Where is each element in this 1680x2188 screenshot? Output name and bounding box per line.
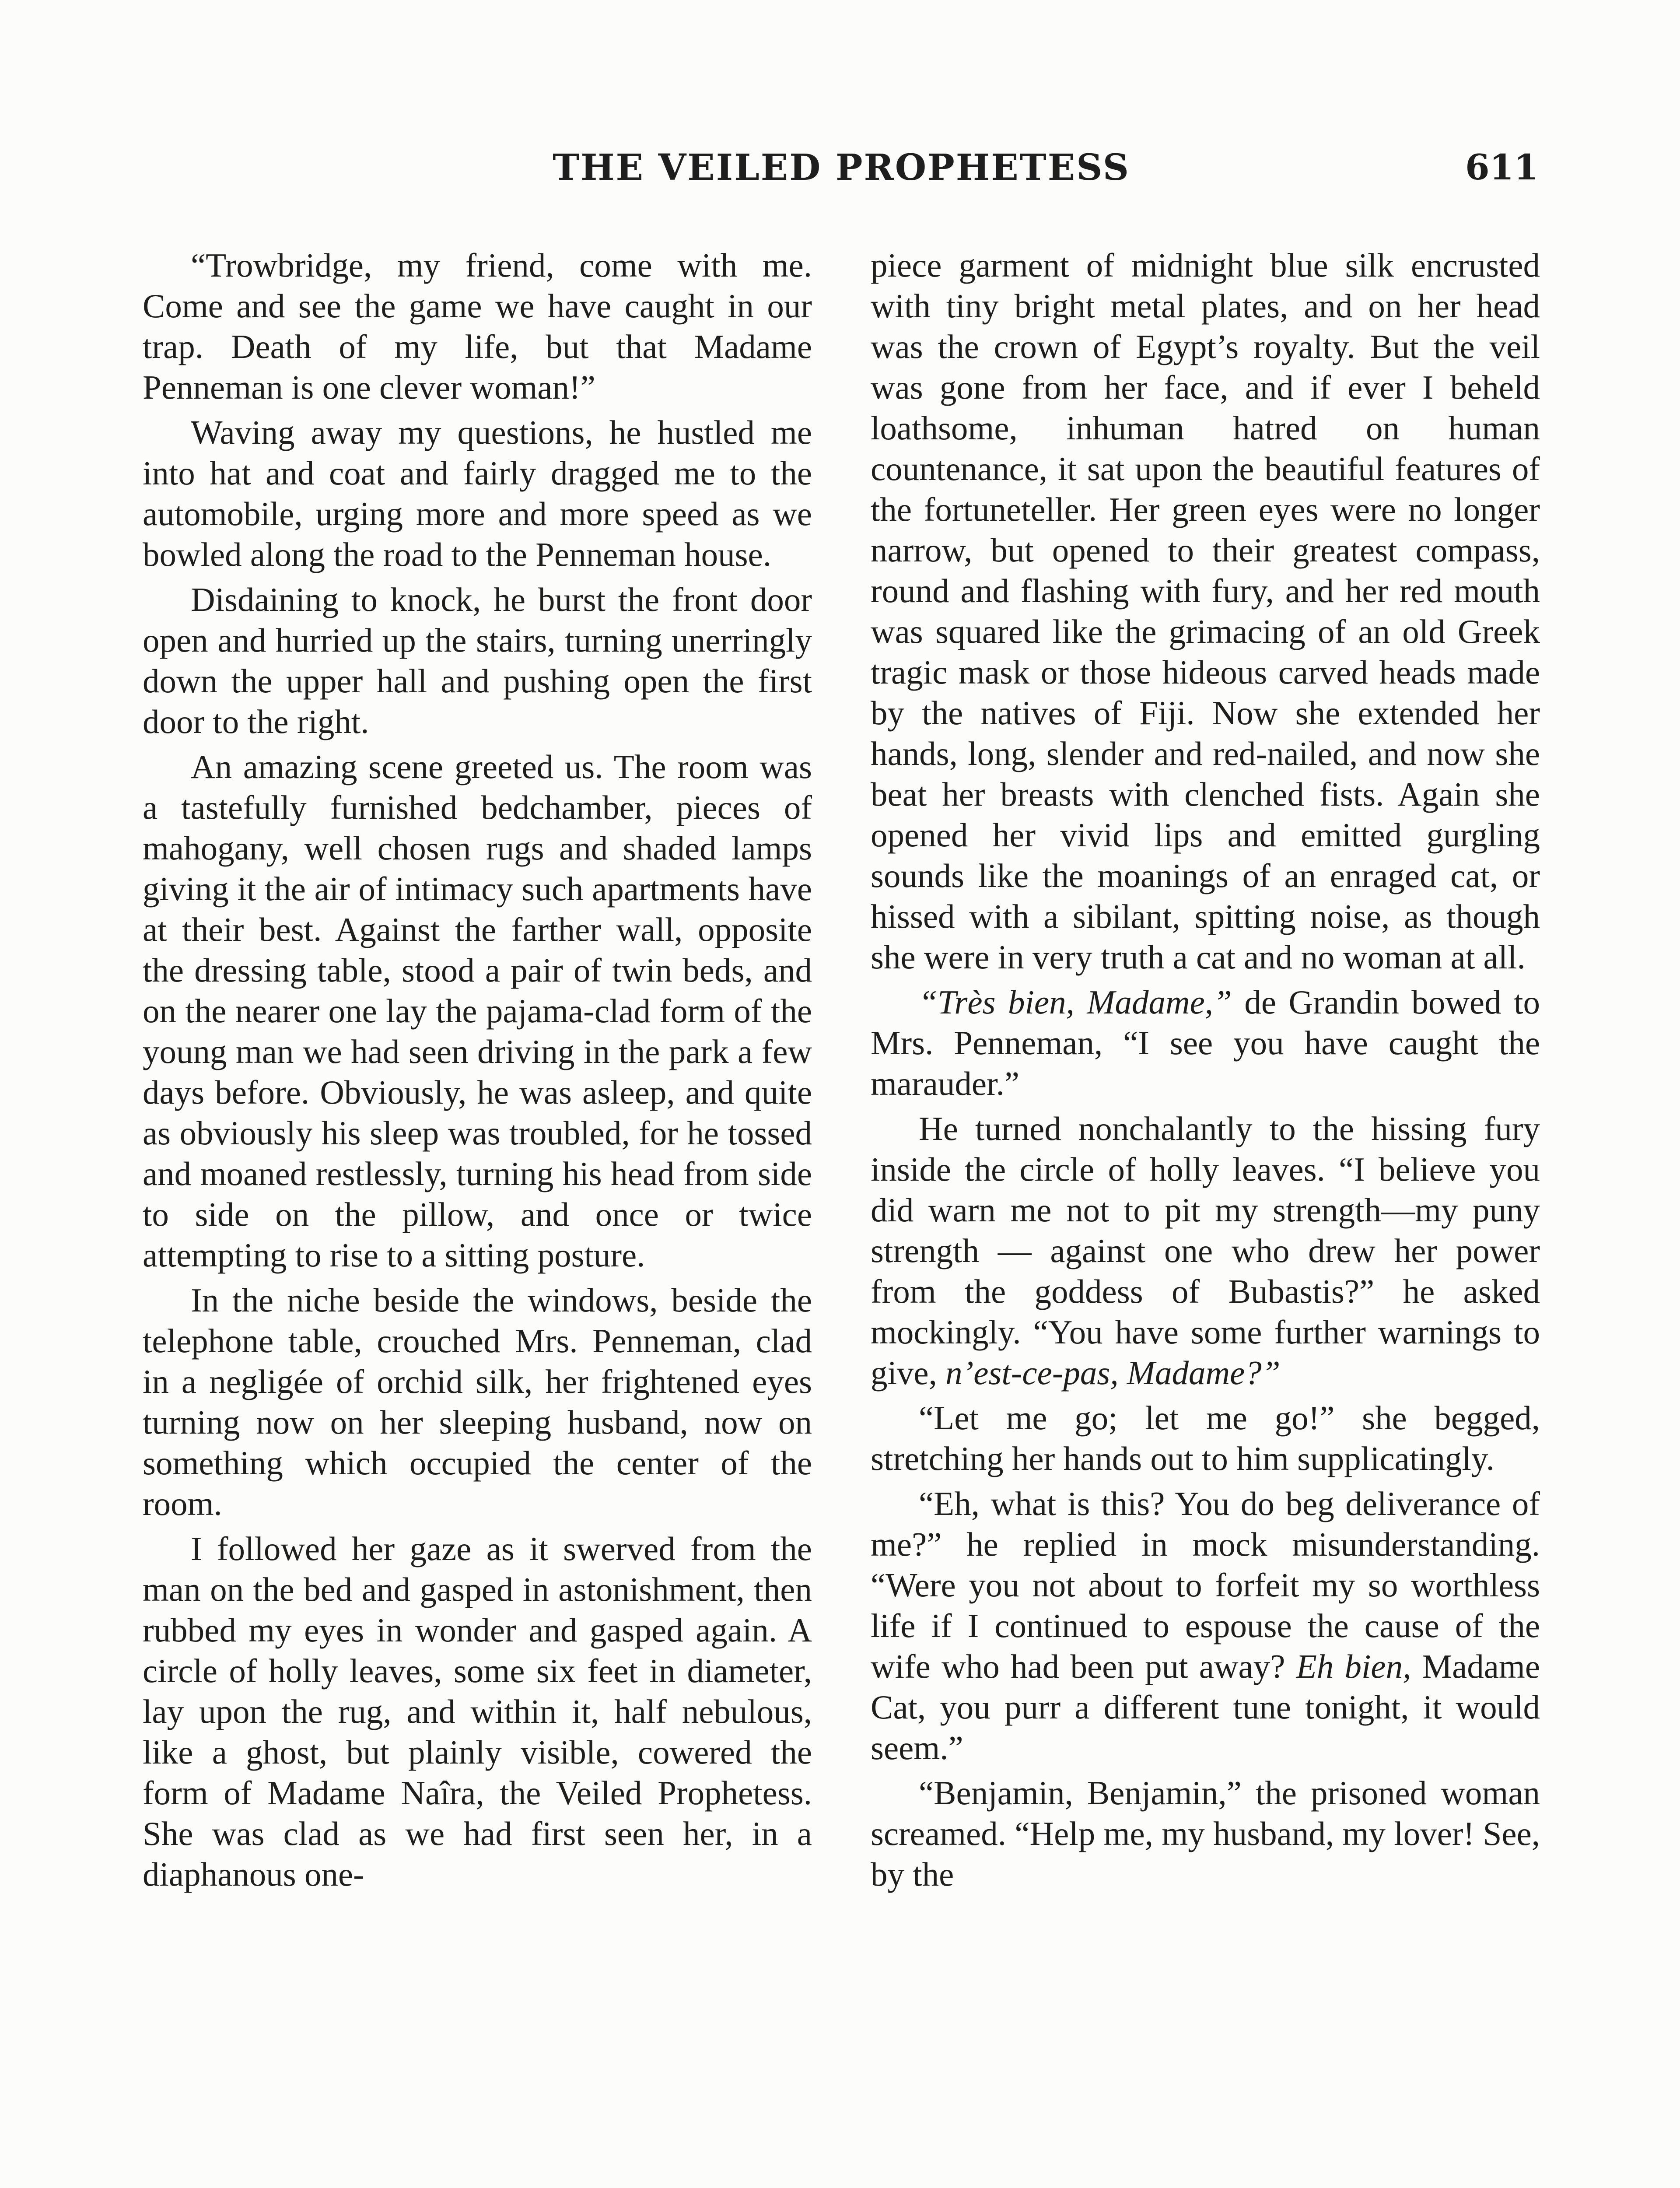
italic-phrase: Eh bien, [1296,1648,1411,1685]
right-column [871,245,1540,1899]
paragraph: In the niche beside the windows, beside the telephone table, crouched Mrs. Penneman, clad in a negligée of orchid silk, her frightened eyes turning now on her sleeping husband, now on something which occupied the center of the room. [143,1281,812,1522]
paragraph-continued: piece garment of midnight blue silk encrusted with tiny bright metal plates, and on her head was the crown of Egypt’s royalty. But the veil was gone from her face, and if ever I beheld loathsome, inhuman hatred on human countenance, it sat upon the beautiful features of the fortuneteller. Her green eyes were no longer narrow, but opened to their greatest compass, round and flashing with fury, and her red mouth was squared like the grimacing of an old Greek tragic mask or those hideous carved heads made by the natives of Fiji. Now she extended her hands, long, slender and red-nailed, and now she beat her breasts with clenched fists. Again she opened her vivid lips and emitted gurgling sounds like the moanings of an enraged cat, or hissed with a sibilant, spitting noise, as though she were in very truth a cat and no woman at all. [871,246,1540,976]
paragraph: “Trowbridge, my friend, come with me. Come and see the game we have caught in our trap. Death of my life, but that Madame Penneman is one clever woman!” [143,246,812,406]
paragraph: “Let me go; let me go!” she begged, stretching her hands out to him supplicatingly. [871,1399,1540,1477]
paragraph [871,1108,1540,1393]
paragraph [871,1483,1540,1768]
page-header [144,147,1538,195]
paragraph: Waving away my questions, he hustled me into hat and coat and fairly dragged me to the automobile, urging more and more speed as we bowled along the road to the Penneman house. [143,414,812,573]
left-column [143,245,812,1899]
paragraph-text: Madame Cat, you purr a different tune tonight, it would seem.” [871,1648,1540,1767]
italic-phrase: n’est-ce-pas, Madame?” [945,1354,1281,1392]
paragraph: An amazing scene greeted us. The room was a tastefully furnished bedchamber, pieces of mahogany, well chosen rugs and shaded lamps giving it the air of intimacy such apartments have at their best. Against the farther wall, opposite the dressing table, stood a pair of twin beds, and on the nearer one lay the pajama-clad form of the young man we had seen driving in the park a few days before. Obviously, he was asleep, and quite as obviously his sleep was troubled, for he tossed and moaned restlessly, turning his head from side to side on the pillow, and once or twice attempting to rise to a sitting posture. [143,748,812,1274]
paragraph-text: He turned nonchalantly to the hissing fury inside the circle of holly leaves. “I believe you did warn me not to pit my strength—my puny strength — against one who drew her power from the goddess of Bubastis?” he asked mockingly. “You have some further warnings to give, [871,1110,1540,1392]
paragraph-text: de Grandin bowed to Mrs. Penneman, “I see you have caught the marauder.” [871,983,1540,1102]
running-title: THE VEILED PROPHETESS [553,147,1130,189]
paragraph: “Benjamin, Benjamin,” the prisoned woman screamed. “Help me, my husband, my lover! See, by the [871,1774,1540,1893]
paragraph: I followed her gaze as it swerved from the man on the bed and gasped in astonishment, then rubbed my eyes in wonder and gasped again. A circle of holly leaves, some six feet in diameter, lay upon the rug, and within it, half nebulous, like a ghost, but plainly visible, cowered the form of Madame Naîra, the Veiled Prophetess. She was clad as we had first seen her, in a diaphanous one- [143,1530,812,1893]
paragraph: Disdaining to knock, he burst the front door open and hurried up the stairs, turning unerringly down the upper hall and pushing open the first door to the right. [143,581,812,740]
paragraph-text: “Eh, what is this? You do beg deliverance of me?” he replied in mock misunderstanding. “Were you not about to forfeit my so worthless life if I continued to espouse the cause of the wife who had been put away? [871,1485,1540,1685]
page-number: 611 [1465,147,1538,188]
italic-phrase: “Très bien, Madame,” [919,983,1232,1021]
paragraph [871,982,1540,1104]
